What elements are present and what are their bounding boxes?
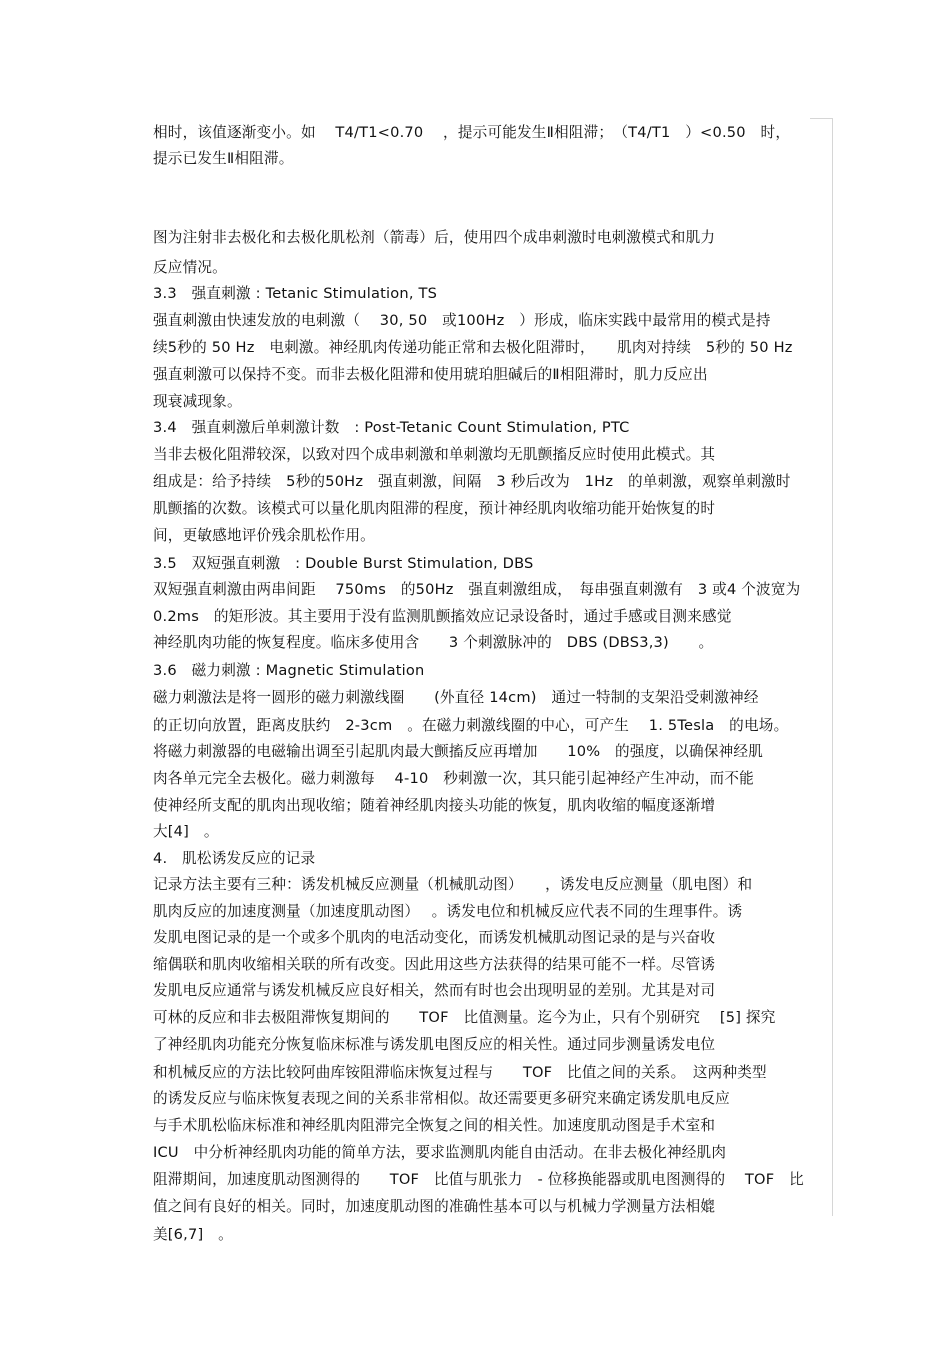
text-line: 值之间有良好的相关。同时，加速度肌动图的准确性基本可以与机械力学测量方法相媲 — [153, 1198, 716, 1215]
text-line: 图为注射非去极化和去极化肌松剂（箭毒）后，使用四个成串刺激时电刺激模式和肌力 — [153, 229, 716, 246]
text-line: 可林的反应和非去极阻滞恢复期间的 TOF 比值测量。迄今为止，只有个别研究 [5] 探究 — [153, 1009, 776, 1026]
text-line: 强直刺激由快速发放的电刺激（ 30, 50 或100Hz ）形成，临床实践中最常用的模式是持 — [153, 312, 771, 329]
text-line: 3.3 强直刺激 : Tetanic Stimulation, TS — [153, 285, 438, 302]
text-line: 阻滞期间，加速度肌动图测得的 TOF 比值与肌张力 - 位移换能器或肌电图测得的 TOF 比 — [153, 1171, 804, 1188]
page-border-right — [832, 118, 833, 1216]
text-line: 大[4] 。 — [153, 823, 219, 840]
text-line: 3.6 磁力刺激 : Magnetic Stimulation — [153, 662, 425, 679]
text-line: 发肌电反应通常与诱发机械反应良好相关，然而有时也会出现明显的差别。尤其是对司 — [153, 982, 716, 999]
text-line: 将磁力刺激器的电磁输出调至引起肌肉最大颤搐反应再增加 10% 的强度，以确保神经肌 — [153, 743, 763, 760]
text-line: 相时，该值逐渐变小。如 T4/T1<0.70 ，提示可能发生Ⅱ相阻滞； （T4/T1 ）<0.50 时， — [153, 124, 791, 141]
text-line: ICU 中分析神经肌肉功能的简单方法，要求监测肌肉能自由活动。在非去极化神经肌肉 — [153, 1144, 727, 1161]
text-line: 使神经所支配的肌肉出现收缩；随着神经肌肉接头功能的恢复，肌肉收缩的幅度逐渐增 — [153, 797, 716, 814]
text-line: 当非去极化阻滞较深，以致对四个成串刺激和单刺激均无肌颤搐反应时使用此模式。其 — [153, 446, 716, 463]
text-line: 了神经肌肉功能充分恢复临床标准与诱发肌电图反应的相关性。通过同步测量诱发电位 — [153, 1036, 716, 1053]
text-line: 肉各单元完全去极化。磁力刺激每 4-10 秒刺激一次，其只能引起神经产生冲动，而不能 — [153, 770, 754, 787]
text-line: 现衰减现象。 — [153, 393, 242, 410]
text-line: 双短强直刺激由两串间距 750ms 的50Hz 强直刺激组成， 每串强直刺激有 3 或4 个波宽为 — [153, 581, 801, 598]
page-border-top — [810, 118, 833, 119]
text-line: 的正切向放置，距离皮肤约 2-3cm 。在磁力刺激线圈的中心，可产生 1. 5Tesla 的电场。 — [153, 717, 789, 734]
text-line: 提示已发生Ⅱ相阻滞。 — [153, 150, 294, 167]
text-line: 和机械反应的方法比较阿曲库铵阻滞临床恢复过程与 TOF 比值之间的关系。 这两种类型 — [153, 1064, 767, 1081]
text-line: 间，更敏感地评价残余肌松作用。 — [153, 527, 375, 544]
text-line: 肌肉反应的加速度测量（加速度肌动图） 。诱发电位和机械反应代表不同的生理事件。诱 — [153, 903, 743, 920]
text-line: 肌颤搐的次数。该模式可以量化肌肉阻滞的程度，预计神经肌肉收缩功能开始恢复的时 — [153, 500, 716, 517]
text-line: 发肌电图记录的是一个或多个肌肉的电活动变化，而诱发机械肌动图记录的是与兴奋收 — [153, 929, 716, 946]
text-line: 磁力刺激法是将一圆形的磁力刺激线圈 (外直径 14cm) 通过一特制的支架沿受刺激神经 — [153, 689, 759, 706]
text-line: 美[6,7] 。 — [153, 1226, 233, 1243]
text-line: 3.5 双短强直刺激 : Double Burst Stimulation, DBS — [153, 555, 534, 572]
text-line: 的诱发反应与临床恢复表现之间的关系非常相似。故还需要更多研究来确定诱发肌电反应 — [153, 1090, 730, 1107]
text-line: 与手术肌松临床标准和神经肌肉阻滞完全恢复之间的相关性。加速度肌动图是手术室和 — [153, 1117, 716, 1134]
text-line: 3.4 强直刺激后单刺激计数 : Post-Tetanic Count Stimulation, PTC — [153, 419, 630, 436]
text-line: 强直刺激可以保持不变。而非去极化阻滞和使用琥珀胆碱后的Ⅱ相阻滞时，肌力反应出 — [153, 366, 708, 383]
text-line: 缩偶联和肌肉收缩相关联的所有改变。因此用这些方法获得的结果可能不一样。尽管诱 — [153, 956, 716, 973]
text-line: 神经肌肉功能的恢复程度。临床多使用含 3 个刺激脉冲的 DBS (DBS3,3) 。 — [153, 634, 714, 651]
text-line: 续5秒的 50 Hz 电刺激。神经肌肉传递功能正常和去极化阻滞时， 肌肉对持续 5秒的 50 Hz — [153, 339, 793, 356]
text-line: 反应情况。 — [153, 259, 227, 276]
text-line: 4. 肌松诱发反应的记录 — [153, 850, 316, 867]
text-line: 组成是：给予持续 5秒的50Hz 强直刺激，间隔 3 秒后改为 1Hz 的单刺激，观察单刺激时 — [153, 473, 791, 490]
text-line: 记录方法主要有三种：诱发机械反应测量（机械肌动图） ，诱发电反应测量（肌电图）和 — [153, 876, 753, 893]
text-line: 0.2ms 的矩形波。其主要用于没有监测肌颤搐效应记录设备时，通过手感或目测来感觉 — [153, 608, 732, 625]
